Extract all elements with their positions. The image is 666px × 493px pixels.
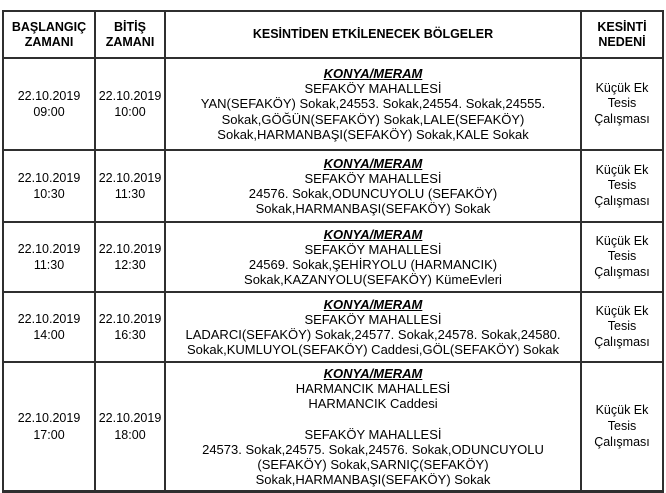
header-outage-reason: KESİNTİ NEDENİ: [581, 11, 663, 58]
regions-cell: [165, 58, 581, 150]
start-hour: 11:30: [33, 258, 65, 272]
end-hour: 18:00: [114, 427, 146, 442]
outage-table: [2, 10, 664, 493]
neighborhood-name: SEFAKÖY MAHALLESİ: [304, 170, 442, 186]
start-date: 22.10.2019: [17, 311, 81, 326]
neighborhood-group: [174, 427, 572, 488]
neighborhood-name: HARMANCIK MAHALLESİ: [295, 381, 451, 397]
end-time-cell: [95, 362, 165, 492]
start-time-cell: [3, 362, 95, 492]
neighborhood-group: [174, 81, 572, 142]
start-hour: 17:00: [33, 427, 65, 442]
streets-list: 24569. Sokak,ŞEHİRYOLU (HARMANCIK) Sokak,KAZANYOLU(SEFAKÖY) KümeEvleri: [244, 257, 502, 288]
regions-cell: [165, 150, 581, 222]
table-header-row: [3, 11, 663, 58]
neighborhood-name: SEFAKÖY MAHALLESİ: [304, 311, 442, 327]
end-date: 22.10.2019: [98, 411, 162, 426]
city-district-line: KONYA/MERAM: [323, 65, 423, 81]
start-time-cell: [3, 222, 95, 292]
end-time-cell: [95, 292, 165, 362]
streets-list: 24573. Sokak,24575. Sokak,24576. Sokak,ODUNCUYOLU (SEFAKÖY) Sokak,SARNIÇ(SEFAKÖY) Sokak,HARMANBAŞI(SEFAKÖY) Sokak: [202, 441, 544, 488]
streets-list: 24576. Sokak,ODUNCUYOLU (SEFAKÖY) Sokak,HARMANBAŞI(SEFAKÖY) Sokak: [248, 186, 498, 217]
start-hour: 14:00: [33, 328, 65, 342]
regions-cell: [165, 362, 581, 492]
city-district-line: KONYA/MERAM: [323, 366, 423, 381]
header-start-time: BAŞLANGIÇ ZAMANI: [3, 11, 95, 58]
end-hour: 12:30: [114, 258, 146, 272]
neighborhood-group: [174, 312, 572, 358]
end-time-cell: [95, 222, 165, 292]
table-row: [3, 362, 663, 492]
neighborhood-name: SEFAKÖY MAHALLESİ: [304, 81, 442, 97]
reason-cell: Küçük Ek Tesis Çalışması: [581, 222, 663, 292]
city-district-line: KONYA/MERAM: [323, 296, 423, 312]
reason-cell: Küçük Ek Tesis Çalışması: [581, 150, 663, 222]
streets-list: YAN(SEFAKÖY) Sokak,24553. Sokak,24554. Sokak,24555. Sokak,GÖĞÜN(SEFAKÖY) Sokak,LALE(SEFAKÖY) Sokak,HARMANBAŞI(SEFAKÖY) Sokak,KALE Sokak: [200, 96, 546, 142]
start-date: 22.10.2019: [17, 241, 81, 256]
start-date: 22.10.2019: [17, 411, 81, 426]
start-hour: 09:00: [33, 105, 65, 119]
city-district-line: KONYA/MERAM: [323, 226, 423, 242]
end-time-cell: [95, 58, 165, 150]
end-date: 22.10.2019: [98, 241, 162, 256]
reason-cell: Küçük Ek Tesis Çalışması: [581, 58, 663, 150]
end-date: 22.10.2019: [98, 88, 162, 103]
table-row: [3, 58, 663, 150]
end-time-cell: [95, 150, 165, 222]
regions-cell: [165, 222, 581, 292]
end-hour: 11:30: [114, 187, 146, 201]
neighborhood-name: SEFAKÖY MAHALLESİ: [304, 426, 442, 442]
start-time-cell: [3, 58, 95, 150]
city-district-line: KONYA/MERAM: [323, 155, 423, 171]
table-row: [3, 150, 663, 222]
table-row: [3, 222, 663, 292]
end-hour: 16:30: [114, 328, 146, 342]
neighborhood-group: [174, 381, 572, 411]
end-date: 22.10.2019: [98, 170, 162, 185]
start-hour: 10:30: [33, 187, 65, 201]
reason-cell: Küçük Ek Tesis Çalışması: [581, 292, 663, 362]
streets-list: LADARCI(SEFAKÖY) Sokak,24577. Sokak,24578. Sokak,24580. Sokak,KUMLUYOL(SEFAKÖY) Caddesi,GÖL(SEFAKÖY) Sokak: [185, 327, 561, 358]
end-hour: 10:00: [114, 105, 146, 119]
streets-list: HARMANCIK Caddesi: [308, 396, 438, 412]
start-date: 22.10.2019: [17, 88, 81, 103]
end-date: 22.10.2019: [98, 311, 162, 326]
reason-cell: Küçük Ek Tesis Çalışması: [581, 362, 663, 492]
table-row: [3, 292, 663, 362]
neighborhood-name: SEFAKÖY MAHALLESİ: [304, 241, 442, 257]
start-date: 22.10.2019: [17, 170, 81, 185]
start-time-cell: [3, 292, 95, 362]
start-time-cell: [3, 150, 95, 222]
header-affected-regions: KESİNTİDEN ETKİLENECEK BÖLGELER: [165, 11, 581, 58]
neighborhood-group: [174, 171, 572, 217]
regions-cell: [165, 292, 581, 362]
header-end-time: BİTİŞ ZAMANI: [95, 11, 165, 58]
neighborhood-group: [174, 242, 572, 288]
